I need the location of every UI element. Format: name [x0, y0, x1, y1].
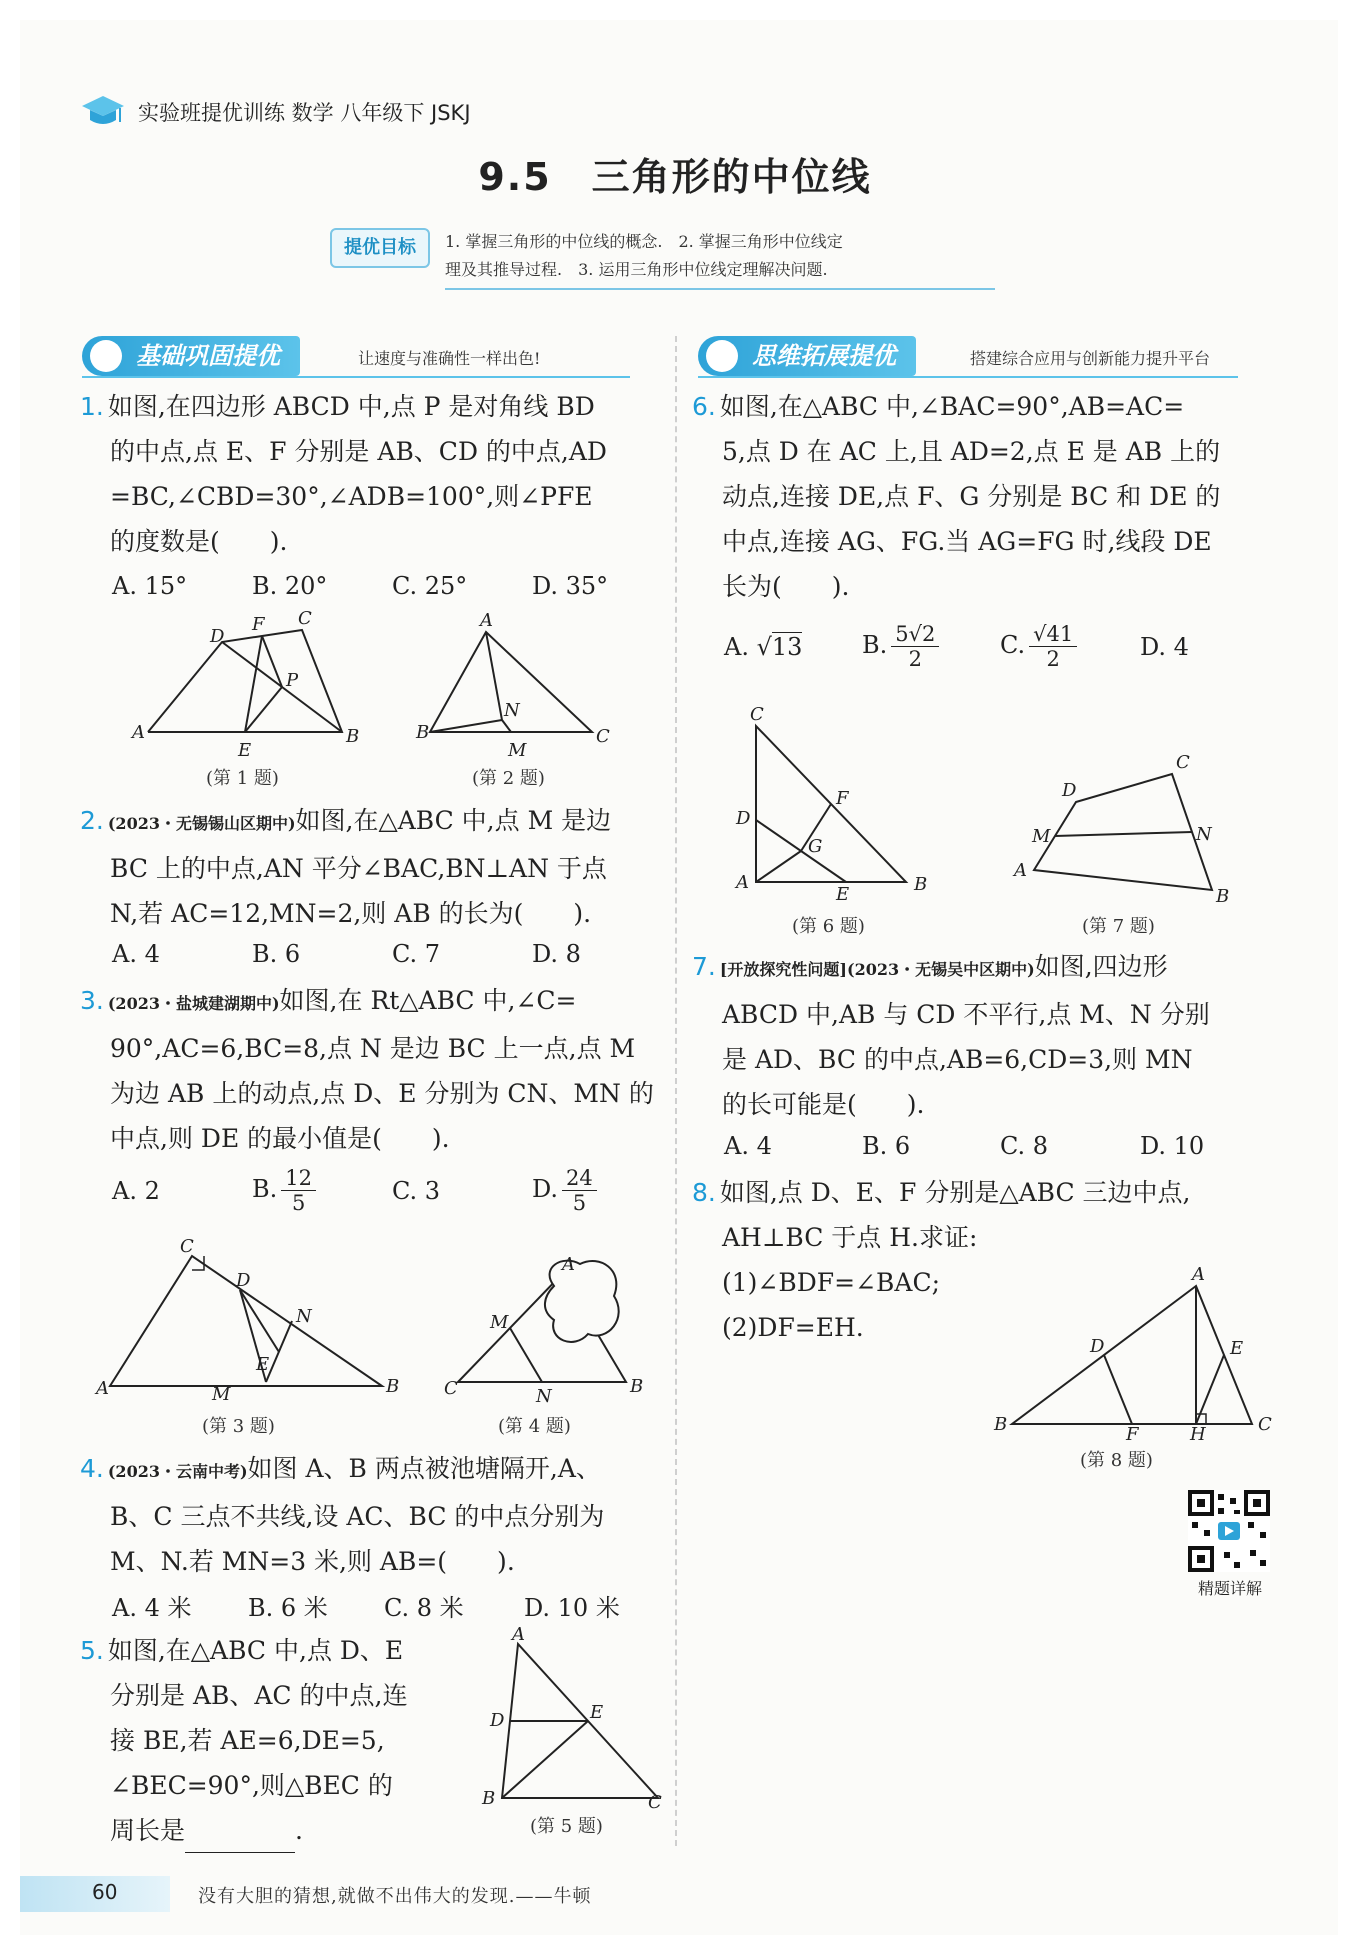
fig8-label-b: B — [994, 1414, 1008, 1435]
question-6 — [692, 384, 1282, 609]
fig3-label-c: C — [180, 1236, 194, 1257]
q7-line-3: 的长可能是( ). — [722, 1090, 925, 1119]
fig8-label-e: E — [1230, 1338, 1244, 1359]
fig4-label-a: A — [562, 1254, 575, 1275]
section-underline-basic — [82, 376, 630, 378]
q7-option-b[interactable]: B. 6 — [862, 1132, 911, 1160]
q2-source: (2023・无锡锡山区期中) — [107, 814, 296, 833]
q2-line-2: BC 上的中点,AN 平分∠BAC,BN⊥AN 于点 — [110, 854, 607, 883]
q7-option-d[interactable]: D. 10 — [1140, 1132, 1205, 1160]
q7-option-c[interactable]: C. 8 — [1000, 1132, 1049, 1160]
q6-options — [724, 622, 1240, 671]
q7-source: [开放探究性问题](2023・无锡吴中区期中) — [719, 960, 1035, 979]
denominator: 2 — [908, 647, 922, 671]
goal-underline — [445, 288, 995, 290]
question-number: 5. — [80, 1636, 104, 1665]
q5-line-5: 周长是 — [110, 1816, 186, 1845]
q6-option-b-fraction — [891, 622, 939, 671]
numerator: 5√2 — [891, 622, 939, 647]
figure-8-caption: (第 8 题) — [1080, 1450, 1153, 1471]
q3-line-4: 中点,则 DE 的最小值是( ). — [110, 1124, 450, 1153]
q3-line-2: 90°,AC=6,BC=8,点 N 是边 BC 上一点,点 M — [110, 1034, 636, 1063]
q6-option-a[interactable]: A. √13 — [724, 633, 803, 661]
graduation-cap-icon — [80, 92, 126, 132]
q4-options — [112, 1588, 664, 1623]
denominator: 2 — [1046, 647, 1060, 671]
q3-options — [112, 1166, 672, 1215]
question-number: 4. — [80, 1454, 104, 1483]
q4-line-3: M、N.若 MN=3 米,则 AB=( ). — [110, 1547, 515, 1576]
fig1-label-d: D — [210, 626, 225, 647]
numerator: 12 — [281, 1166, 316, 1191]
figure-6 — [736, 704, 936, 905]
q5-line-2: 分别是 AB、AC 的中点,连 — [110, 1681, 408, 1710]
radicand: 13 — [771, 633, 803, 661]
fig5-label-c: C — [648, 1792, 662, 1813]
fig5-label-d: D — [490, 1710, 505, 1731]
question-2 — [80, 798, 670, 936]
q7-line-1: ABCD 中,AB 与 CD 不平行,点 M、N 分别 — [722, 1000, 1210, 1029]
question-number: 3. — [80, 986, 104, 1015]
question-7 — [692, 944, 1292, 1127]
goal-line-1: 1. 掌握三角形的中位线的概念. 2. 掌握三角形中位线定 — [445, 232, 843, 251]
fig7-label-m: M — [1032, 826, 1051, 847]
question-number: 2. — [80, 806, 104, 835]
goal-tag: 提优目标 — [330, 228, 430, 268]
column-divider — [675, 336, 677, 1846]
fig8-label-h: H — [1190, 1424, 1206, 1445]
q1-option-b[interactable]: B. 20° — [252, 572, 328, 600]
goal-text — [445, 228, 1005, 284]
fig1-label-e: E — [238, 740, 252, 761]
fig6-label-f: F — [836, 788, 849, 809]
question-1 — [80, 384, 670, 564]
figure-1-caption: (第 1 题) — [206, 768, 279, 789]
q2-options — [112, 940, 672, 968]
q8-line-3: (1)∠BDF=∠BAC; — [722, 1268, 940, 1297]
fig2-label-c: C — [596, 726, 610, 747]
fig7-label-c: C — [1176, 752, 1190, 773]
fig3-label-a: A — [96, 1378, 109, 1399]
fig3-label-d: D — [236, 1270, 251, 1291]
fig6-label-d: D — [736, 808, 751, 829]
fig1-label-b: B — [346, 726, 360, 747]
goal-line-2: 理及其推导过程. 3. 运用三角形中位线定理解决问题. — [445, 260, 828, 279]
fig3-label-e: E — [256, 1354, 270, 1375]
figure-5-caption: (第 5 题) — [530, 1816, 603, 1837]
question-3 — [80, 978, 670, 1161]
section-underline-extend — [698, 376, 1238, 378]
q4-option-a[interactable]: A. 4 米 — [112, 1594, 192, 1622]
fig3-label-m: M — [212, 1384, 231, 1405]
q6-line-3: 动点,连接 DE,点 F、G 分别是 BC 和 DE 的 — [722, 482, 1221, 511]
q8-line-4: (2)DF=EH. — [722, 1313, 864, 1342]
q5-line-3: 接 BE,若 AE=6,DE=5, — [110, 1726, 385, 1755]
section-slogan-basic: 让速度与准确性一样出色! — [358, 349, 541, 368]
figure-8 — [990, 1264, 1280, 1445]
q4-source: (2023・云南中考) — [107, 1462, 248, 1481]
book-header — [80, 92, 471, 132]
figure-1 — [130, 608, 370, 762]
figure-3-caption: (第 3 题) — [202, 1416, 275, 1437]
q3-option-a[interactable]: A. 2 — [112, 1176, 160, 1205]
q3-option-b-letter: B. — [252, 1175, 278, 1203]
q1-option-c[interactable]: C. 25° — [392, 572, 468, 600]
fig6-label-e: E — [836, 884, 850, 905]
section-bar-extend — [698, 336, 1238, 376]
q6-option-b-letter: B. — [862, 631, 888, 659]
q6-option-a-letter: A. — [724, 633, 749, 661]
q1-line-3: =BC,∠CBD=30°,∠ADB=100°,则∠PFE — [110, 482, 593, 511]
section-badge-extend-label: 思维拓展提优 — [752, 342, 896, 370]
q2-option-d[interactable]: D. 8 — [532, 940, 581, 968]
fig7-label-b: B — [1216, 886, 1230, 907]
figure-4 — [444, 1256, 644, 1406]
q6-option-d[interactable]: D. 4 — [1140, 632, 1189, 661]
q3-line-3: 为边 AB 上的动点,点 D、E 分别为 CN、MN 的 — [110, 1079, 654, 1108]
q1-line-1: 如图,在四边形 ABCD 中,点 P 是对角线 BD — [107, 392, 595, 421]
figure-5 — [482, 1624, 662, 1813]
q6-line-1: 如图,在△ABC 中,∠BAC=90°,AB=AC= — [719, 392, 1185, 421]
q5-line-5-end: . — [295, 1816, 303, 1845]
q1-line-4: 的度数是( ). — [110, 527, 288, 556]
fig4-label-b: B — [630, 1376, 644, 1397]
fig3-label-b: B — [386, 1376, 400, 1397]
fig2-label-a: A — [480, 610, 493, 631]
fig8-label-a: A — [1192, 1264, 1205, 1285]
q3-option-d-letter: D. — [532, 1175, 559, 1203]
section-badge-basic — [82, 336, 300, 376]
fig1-label-f: F — [252, 614, 265, 635]
q6-line-4: 中点,连接 AG、FG.当 AG=FG 时,线段 DE — [722, 527, 1212, 556]
fig5-label-b: B — [482, 1788, 496, 1809]
q4-line-2: B、C 三点不共线,设 AC、BC 的中点分别为 — [110, 1502, 605, 1531]
fig6-label-g: G — [808, 836, 823, 857]
q1-option-a[interactable]: A. 15° — [112, 572, 188, 600]
question-number: 6. — [692, 392, 716, 421]
q3-option-b-fraction — [281, 1166, 316, 1215]
q6-option-c[interactable] — [1000, 622, 1140, 671]
q7-options — [724, 1132, 1240, 1160]
learning-goal-box — [330, 226, 1020, 292]
fig8-label-f: F — [1126, 1424, 1139, 1445]
fig5-label-a: A — [512, 1624, 525, 1645]
figure-2 — [412, 612, 612, 762]
fig4-label-c: C — [444, 1378, 458, 1399]
q2-option-b[interactable]: B. 6 — [252, 940, 301, 968]
fig7-label-n: N — [1196, 824, 1212, 845]
section-badge-extend — [698, 336, 916, 376]
q4-option-c[interactable]: C. 8 米 — [384, 1594, 464, 1622]
q5-line-1: 如图,在△ABC 中,点 D、E — [107, 1636, 404, 1665]
q2-line-1: 如图,在△ABC 中,点 M 是边 — [295, 806, 612, 835]
question-number: 8. — [692, 1178, 716, 1207]
fig2-label-m: M — [508, 740, 527, 761]
atom-icon — [706, 340, 738, 372]
q7-line-0: 如图,四边形 — [1034, 952, 1168, 981]
fig1-label-c: C — [298, 608, 312, 629]
q2-line-3: N,若 AC=12,MN=2,则 AB 的长为( ). — [110, 899, 592, 928]
q2-option-c[interactable]: C. 7 — [392, 940, 441, 968]
figure-7-caption: (第 7 题) — [1082, 916, 1155, 937]
q7-line-2: 是 AD、BC 的中点,AB=6,CD=3,则 MN — [722, 1045, 1193, 1074]
q3-option-b[interactable] — [252, 1166, 392, 1215]
denominator: 5 — [572, 1191, 587, 1215]
footer-quote: 没有大胆的猜想,就做不出伟大的发现.——牛顿 — [198, 1886, 592, 1907]
q3-source: (2023・盐城建湖期中) — [107, 994, 280, 1013]
fig6-label-a: A — [736, 872, 749, 893]
book-title: 实验班提优训练 数学 八年级下 JSKJ — [138, 101, 471, 125]
figure-6-caption: (第 6 题) — [792, 916, 865, 937]
fig5-label-e: E — [590, 1702, 604, 1723]
q6-line-2: 5,点 D 在 AC 上,且 AD=2,点 E 是 AB 上的 — [722, 437, 1221, 466]
answer-blank[interactable] — [185, 1829, 295, 1853]
fig7-label-d: D — [1062, 780, 1077, 801]
fig1-label-a: A — [132, 722, 145, 743]
section-slogan-extend: 搭建综合应用与创新能力提升平台 — [970, 349, 1211, 368]
section-badge-basic-label: 基础巩固提优 — [136, 342, 280, 370]
q4-option-b[interactable]: B. 6 米 — [248, 1594, 328, 1622]
fig4-label-n: N — [536, 1386, 552, 1407]
q6-option-c-fraction — [1029, 622, 1077, 671]
section-bar-basic — [82, 336, 630, 376]
fig6-label-c: C — [750, 704, 764, 725]
qr-label: 精题详解 — [1197, 1579, 1262, 1598]
denominator: 5 — [291, 1191, 306, 1215]
q6-option-c-letter: C. — [1000, 631, 1026, 659]
q6-line-5: 长为( ). — [722, 572, 850, 601]
qr-code-icon[interactable] — [1188, 1490, 1270, 1572]
target-icon — [90, 340, 122, 372]
figure-7 — [1012, 750, 1232, 910]
fig6-label-b: B — [914, 874, 928, 895]
figure-2-caption: (第 2 题) — [472, 768, 545, 789]
fig1-label-p: P — [286, 670, 299, 691]
q7-option-a[interactable]: A. 4 — [724, 1132, 772, 1160]
q3-option-d-fraction — [562, 1166, 597, 1215]
question-5 — [80, 1628, 480, 1853]
q3-option-d[interactable] — [532, 1166, 672, 1215]
q5-line-4: ∠BEC=90°,则△BEC 的 — [110, 1771, 393, 1800]
fig8-label-d: D — [1090, 1336, 1105, 1357]
q6-option-b[interactable] — [862, 622, 1000, 671]
q1-line-2: 的中点,点 E、F 分别是 AB、CD 的中点,AD — [110, 437, 607, 466]
q1-options — [112, 572, 672, 600]
numerator: 24 — [562, 1166, 597, 1191]
q8-line-1: 如图,点 D、E、F 分别是△ABC 三边中点, — [719, 1178, 1191, 1207]
q3-line-1: 如图,在 Rt△ABC 中,∠C= — [279, 986, 577, 1015]
section-title: 9.5 三角形的中位线 — [478, 155, 872, 199]
fig3-label-n: N — [296, 1306, 312, 1327]
fig7-label-a: A — [1014, 860, 1027, 881]
q4-option-d[interactable]: D. 10 米 — [524, 1594, 620, 1622]
numerator: √41 — [1029, 622, 1077, 647]
question-4 — [80, 1446, 670, 1584]
figure-4-caption: (第 4 题) — [498, 1416, 571, 1437]
fig4-label-m: M — [490, 1312, 509, 1333]
q8-line-2: AH⊥BC 于点 H.求证: — [722, 1223, 978, 1252]
fig8-label-c: C — [1258, 1414, 1272, 1435]
q1-option-d[interactable]: D. 35° — [532, 572, 609, 600]
figure-3 — [96, 1236, 400, 1405]
q3-option-c[interactable]: C. 3 — [392, 1176, 441, 1205]
fig2-label-b: B — [416, 722, 430, 743]
fig2-label-n: N — [504, 700, 520, 721]
question-number: 7. — [692, 952, 716, 981]
question-number: 1. — [80, 392, 104, 421]
page-number: 60 — [92, 1880, 118, 1904]
q2-option-a[interactable]: A. 4 — [112, 940, 160, 968]
q4-line-1: 如图 A、B 两点被池塘隔开,A、 — [247, 1454, 601, 1483]
